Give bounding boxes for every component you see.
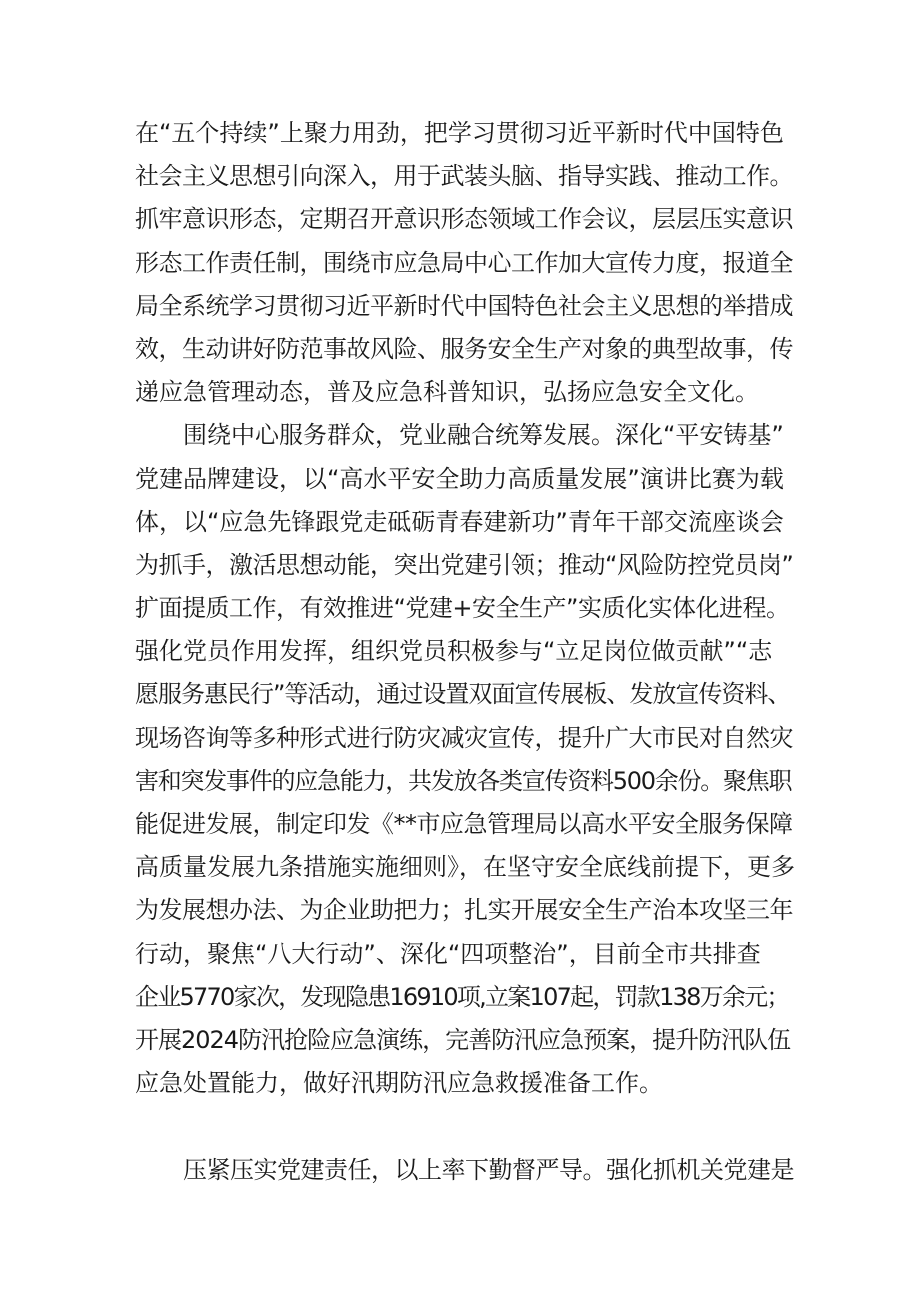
text-line: 形态工作责任制，围绕市应急局中心工作加大宣传力度，报道全	[135, 248, 793, 277]
text-line: 行动，聚焦“八大行动”、深化“四项整治”，目前全市共排查	[135, 939, 761, 968]
text-line: 局全系统学习贯彻习近平新时代中国特色社会主义思想的举措成	[135, 291, 793, 320]
text-line	[135, 1105, 795, 1148]
text-line: 抓牢意识形态，定期召开意识形态领域工作会议，层层压实意识	[135, 205, 793, 234]
text-line: 压紧压实党建责任，以上率下勤督严导。强化抓机关党建是	[183, 1155, 794, 1184]
text-line: 开展2024防汛抢险应急演练，完善防汛应急预案，提升防汛队伍	[135, 1025, 791, 1054]
text-line: 社会主义思想引向深入，用于武装头脑、指导实践、推动工作。	[135, 162, 793, 191]
text-line: 扩面提质工作，有效推进“党建+安全生产”实质化实体化进程。	[135, 594, 790, 623]
paragraph-2	[135, 414, 795, 1148]
text-line: 体，以“应急先锋跟党走砥砺青春建新功”青年干部交流座谈会	[135, 507, 784, 536]
paragraph-1	[135, 112, 795, 414]
text-line: 害和突发事件的应急能力，共发放各类宣传资料500余份。聚焦职	[135, 766, 792, 795]
text-line: 围绕中心服务群众，党业融合统筹发展。深化“平安铸基”	[183, 421, 784, 450]
text-line: 为抓手，激活思想动能，突出党建引领；推动“风险防控党员岗”	[135, 550, 794, 579]
text-line: 现场咨询等多种形式进行防灾减灾宣传，提升广大市民对自然灾	[135, 723, 793, 752]
paragraph-3	[135, 1149, 795, 1192]
text-line: 企业5770家次，发现隐患16910项,立案107起，罚款138万余元；	[135, 982, 789, 1011]
text-line: 高质量发展九条措施实施细则》，在坚守安全底线前提下，更多	[135, 853, 795, 882]
text-line: 应急处置能力，做好汛期防汛应急救援准备工作。	[135, 1069, 663, 1098]
text-line: 愿服务惠民行”等活动，通过设置双面宣传展板、发放宣传资料、	[135, 680, 791, 709]
document-body	[135, 112, 795, 1192]
text-line: 为发展想办法、为企业助把力；扎实开展安全生产治本攻坚三年	[135, 896, 793, 925]
text-line: 强化党员作用发挥，组织党员积极参与“立足岗位做贡献”“志	[135, 637, 773, 666]
text-line: 能促进发展，制定印发《**市应急管理局以高水平安全服务保障	[135, 810, 793, 838]
text-line: 递应急管理动态，普及应急科普知识，弘扬应急安全文化。	[135, 378, 759, 407]
text-line: 在“五个持续”上聚力用劲，把学习贯彻习近平新时代中国特色	[135, 119, 784, 147]
text-line: 效，生动讲好防范事故风险、服务安全生产对象的典型故事，传	[135, 334, 793, 363]
text-line: 党建品牌建设，以“高水平安全助力高质量发展”演讲比赛为载	[135, 464, 784, 493]
